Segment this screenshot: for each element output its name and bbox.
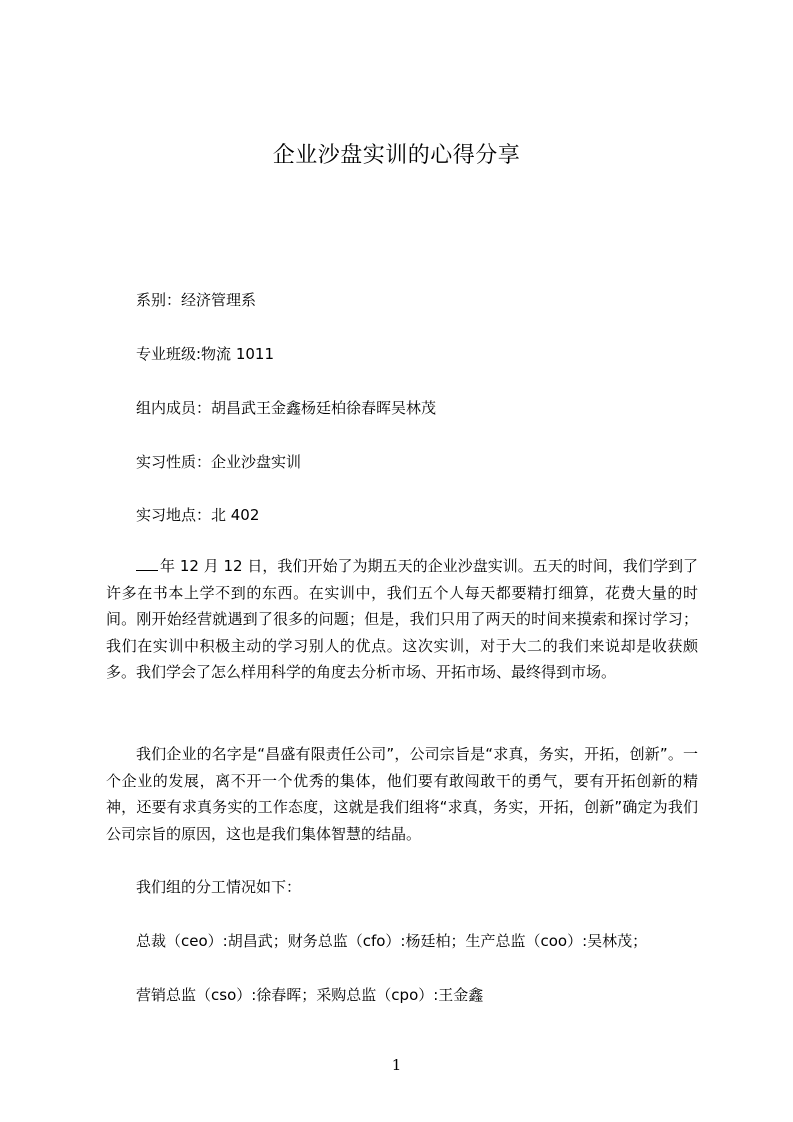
date-blank xyxy=(136,556,158,571)
document-title: 企业沙盘实训的心得分享 xyxy=(272,143,521,168)
info-class: 专业班级:物流 1011 xyxy=(136,345,274,363)
info-department: 系别：经济管理系 xyxy=(136,291,257,309)
info-location: 实习地点：北 402 xyxy=(136,506,260,524)
paragraph-1 xyxy=(106,553,698,686)
page-number: 1 xyxy=(391,1056,402,1074)
info-nature: 实习性质：企业沙盘实训 xyxy=(136,453,302,471)
paragraph-1-text: 年 12 月 12 日，我们开始了为期五天的企业沙盘实训。五天的时间，我们学到了许多在书本上学不到的东西。在实训中，我们五个人每天都要精打细算，花费大量的时间。刚开始经营就遇到了很多的问题；但是，我们只用了两天的时间来摸索和探讨学习；我们在实训中积极主动的学习别人的优点。这次实训，对于大二的我们来说却是收获颇多。我们学会了怎么样用科学的角度去分析市场、开拓市场、最终得到市场。 xyxy=(106,557,698,681)
info-members: 组内成员：胡昌武王金鑫杨廷柏徐春晖吴林茂 xyxy=(136,399,437,417)
division-line-1: 总裁（ceo）:胡昌武；财务总监（cfo）:杨廷柏；生产总监（coo）:吴林茂； xyxy=(136,932,648,950)
paragraph-2: 我们企业的名字是“昌盛有限责任公司”，公司宗旨是“求真，务实，开拓，创新”。一个企业的发展，离不开一个优秀的集体，他们要有敢闯敢干的勇气，要有开拓创新的精神，还要有求真务实的工作态度，这就是我们组将“求真，务实，开拓，创新”确定为我们公司宗旨的原因，这也是我们集体智慧的结晶。 xyxy=(106,745,698,843)
division-line-2: 营销总监（cso）:徐春晖；采购总监（cpo）:王金鑫 xyxy=(136,986,484,1004)
division-heading: 我们组的分工情况如下： xyxy=(136,878,302,896)
